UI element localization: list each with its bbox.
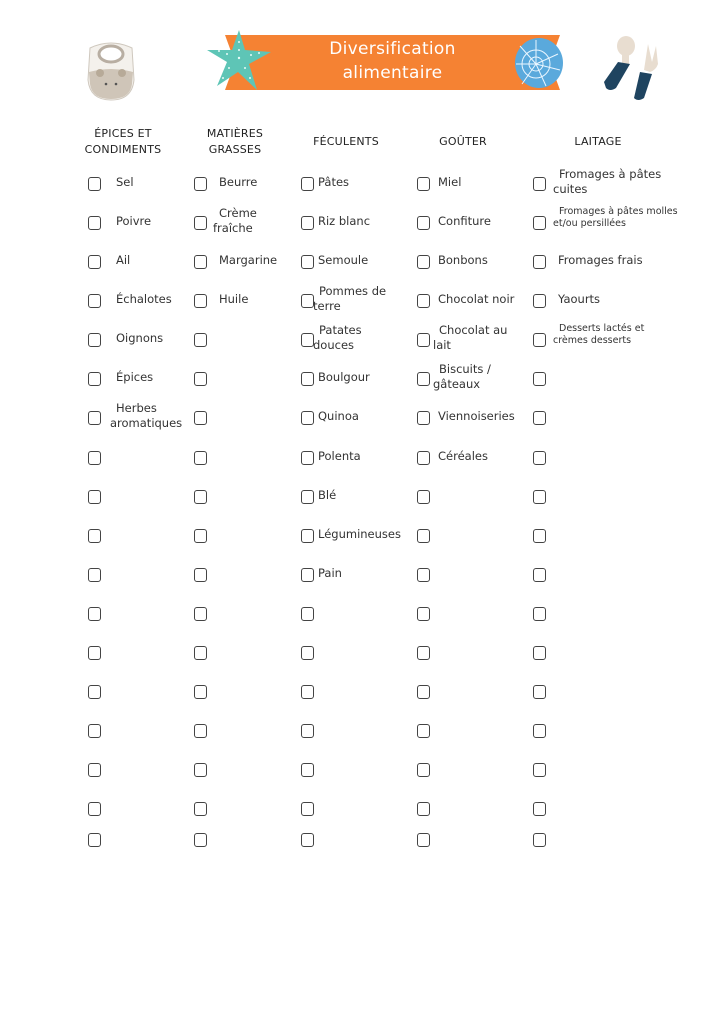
checkbox[interactable] <box>88 372 101 386</box>
checklist-item-label <box>219 175 257 190</box>
header-line: CONDIMENTS <box>84 143 162 156</box>
checklist-item-label <box>553 206 678 230</box>
checklist-item-label <box>213 206 257 236</box>
label-line: Margarine <box>219 253 278 267</box>
label-line: Miel <box>438 175 462 189</box>
checkbox[interactable] <box>88 607 101 621</box>
checkbox[interactable] <box>533 607 546 621</box>
checkbox[interactable] <box>417 216 430 230</box>
checkbox[interactable] <box>301 372 314 386</box>
column-header-epices <box>70 126 176 158</box>
checkbox[interactable] <box>533 255 546 269</box>
checklist-item-label <box>558 253 643 268</box>
checklist-item-label <box>318 214 370 229</box>
label-line: Fromages à pâtes <box>559 167 662 181</box>
checkbox[interactable] <box>417 372 430 386</box>
checkbox[interactable] <box>88 177 101 191</box>
label-line: Ail <box>116 253 131 267</box>
checkbox[interactable] <box>194 833 207 847</box>
checklist-item-label <box>558 292 600 307</box>
checklist-item-label <box>318 253 368 268</box>
label-line: Légumineuses <box>318 527 401 541</box>
checkbox[interactable] <box>301 216 314 230</box>
checkbox[interactable] <box>301 763 314 777</box>
label-line: Patates <box>319 323 362 337</box>
header-line: LAITAGE <box>574 135 622 148</box>
checkbox[interactable] <box>194 529 207 543</box>
label-line: Fromages frais <box>558 253 643 267</box>
column-header-laitage <box>548 134 648 150</box>
checklist-item-label <box>318 409 359 424</box>
label-line: Bonbons <box>438 253 488 267</box>
checkbox[interactable] <box>88 763 101 777</box>
checklist-item-label <box>116 214 151 229</box>
checkbox[interactable] <box>301 411 314 425</box>
checkbox[interactable] <box>533 216 546 230</box>
checklist-item-label <box>116 292 172 307</box>
checkbox[interactable] <box>301 802 314 816</box>
checkbox[interactable] <box>194 177 207 191</box>
checkbox[interactable] <box>301 724 314 738</box>
column-header-matieres-grasses <box>180 126 290 158</box>
checklist-item-label <box>116 253 130 268</box>
checkbox[interactable] <box>194 568 207 582</box>
label-line: Semoule <box>318 253 369 267</box>
label-line: Oignons <box>116 331 164 345</box>
column-header-gouter <box>413 134 513 150</box>
checkbox[interactable] <box>194 372 207 386</box>
checkbox[interactable] <box>88 833 101 847</box>
label-line: Yaourts <box>558 292 601 306</box>
header-line: FÉCULENTS <box>313 135 379 148</box>
checkbox[interactable] <box>417 294 430 308</box>
label-line: Desserts lactés et <box>559 323 645 334</box>
checkbox[interactable] <box>533 294 546 308</box>
checkbox[interactable] <box>417 763 430 777</box>
checklist-item-label <box>438 449 488 464</box>
checklist-item-label <box>438 409 515 424</box>
checklist-item-label <box>318 449 361 464</box>
checkbox[interactable] <box>417 802 430 816</box>
checkbox[interactable] <box>533 411 546 425</box>
checkbox[interactable] <box>417 724 430 738</box>
label-line: Pain <box>318 566 342 580</box>
checkbox[interactable] <box>533 333 546 347</box>
checkbox[interactable] <box>301 451 314 465</box>
checkbox[interactable] <box>194 802 207 816</box>
spoon-fork-icon <box>596 34 666 102</box>
checkbox[interactable] <box>417 646 430 660</box>
label-line: cuites <box>553 182 588 196</box>
label-line: Viennoiseries <box>438 409 515 423</box>
label-line: Pommes de <box>319 284 387 298</box>
label-line: Fromages à pâtes molles <box>559 206 678 217</box>
checklist-item-label <box>318 488 336 503</box>
checklist-item-label <box>110 401 182 431</box>
checkbox[interactable] <box>194 490 207 504</box>
checkbox[interactable] <box>533 763 546 777</box>
checkbox[interactable] <box>533 451 546 465</box>
checkbox[interactable] <box>301 177 314 191</box>
label-line: Céréales <box>438 449 488 463</box>
label-line: gâteaux <box>433 377 481 391</box>
checkbox[interactable] <box>194 724 207 738</box>
checkbox[interactable] <box>301 833 314 847</box>
checkbox[interactable] <box>417 685 430 699</box>
checklist-item-label <box>313 284 386 314</box>
checkbox[interactable] <box>417 451 430 465</box>
checkbox[interactable] <box>301 568 314 582</box>
checkbox[interactable] <box>417 177 430 191</box>
checkbox[interactable] <box>301 685 314 699</box>
checklist-item-label <box>318 370 370 385</box>
label-line: Échalotes <box>116 292 172 306</box>
checkbox[interactable] <box>194 763 207 777</box>
checkbox[interactable] <box>533 568 546 582</box>
checkbox[interactable] <box>533 802 546 816</box>
checkbox[interactable] <box>533 724 546 738</box>
checkbox[interactable] <box>88 529 101 543</box>
checkbox[interactable] <box>417 568 430 582</box>
label-line: lait <box>433 338 451 352</box>
checkbox[interactable] <box>417 529 430 543</box>
checkbox[interactable] <box>88 333 101 347</box>
checkbox[interactable] <box>88 411 101 425</box>
checkbox[interactable] <box>194 333 207 347</box>
checkbox[interactable] <box>88 724 101 738</box>
column-header-feculents <box>296 134 396 150</box>
checkbox[interactable] <box>194 255 207 269</box>
checklist-item-label <box>318 566 342 581</box>
checkbox[interactable] <box>88 802 101 816</box>
checkbox[interactable] <box>533 372 546 386</box>
label-line: crèmes desserts <box>553 335 632 346</box>
checklist-item-label <box>116 331 163 346</box>
checkbox[interactable] <box>417 333 430 347</box>
label-line: Beurre <box>219 175 258 189</box>
title-line-2: alimentaire <box>342 63 443 83</box>
label-line: fraîche <box>213 221 253 235</box>
label-line: Riz blanc <box>318 214 371 228</box>
checkbox[interactable] <box>194 451 207 465</box>
label-line: douces <box>313 338 355 352</box>
label-line: Confiture <box>438 214 491 228</box>
checkbox[interactable] <box>194 294 207 308</box>
checkbox[interactable] <box>533 646 546 660</box>
checkbox[interactable] <box>194 216 207 230</box>
checkbox[interactable] <box>533 833 546 847</box>
checkbox[interactable] <box>88 216 101 230</box>
checkbox[interactable] <box>88 294 101 308</box>
checkbox[interactable] <box>533 177 546 191</box>
checkbox[interactable] <box>88 646 101 660</box>
label-line: terre <box>313 299 341 313</box>
checkbox[interactable] <box>194 607 207 621</box>
header-line: GOÛTER <box>439 135 487 148</box>
page-title <box>225 37 560 85</box>
checkbox[interactable] <box>194 685 207 699</box>
label-line: aromatiques <box>110 416 183 430</box>
checkbox[interactable] <box>88 685 101 699</box>
label-line: Sel <box>116 175 134 189</box>
checklist-item-label <box>116 175 134 190</box>
label-line: Pâtes <box>318 175 350 189</box>
header-line: ÉPICES ET <box>94 127 152 140</box>
header-line: MATIÈRES <box>206 127 264 140</box>
checkbox[interactable] <box>88 490 101 504</box>
label-line: Polenta <box>318 449 361 463</box>
checklist-item-label <box>438 175 461 190</box>
label-line: Chocolat au <box>439 323 508 337</box>
checkbox[interactable] <box>301 607 314 621</box>
checkbox[interactable] <box>301 529 314 543</box>
checklist-item-label <box>438 214 491 229</box>
label-line: Herbes <box>116 401 157 415</box>
checklist-item-label <box>318 527 401 542</box>
checkbox[interactable] <box>417 833 430 847</box>
label-line: et/ou persillées <box>553 218 626 229</box>
label-line: Chocolat noir <box>438 292 515 306</box>
label-line: Biscuits / <box>439 362 491 376</box>
label-line: Épices <box>116 370 154 384</box>
checkbox[interactable] <box>533 685 546 699</box>
checkbox[interactable] <box>88 568 101 582</box>
checklist-item-label <box>116 370 153 385</box>
label-line: Poivre <box>116 214 152 228</box>
bib-icon <box>82 40 140 102</box>
checkbox[interactable] <box>533 490 546 504</box>
checkbox[interactable] <box>88 255 101 269</box>
checkbox[interactable] <box>301 490 314 504</box>
checklist-item-label <box>219 292 248 307</box>
checklist-item-label <box>438 253 488 268</box>
checkbox[interactable] <box>88 451 101 465</box>
checklist-item-label <box>433 362 491 392</box>
checklist-item-label <box>433 323 507 353</box>
label-line: Boulgour <box>318 370 370 384</box>
checkbox[interactable] <box>301 646 314 660</box>
checklist-item-label <box>219 253 277 268</box>
checkbox[interactable] <box>194 411 207 425</box>
checkbox[interactable] <box>417 490 430 504</box>
title-line-1: Diversification <box>329 39 456 59</box>
label-line: Huile <box>219 292 249 306</box>
label-line: Crème <box>219 206 257 220</box>
checkbox[interactable] <box>194 646 207 660</box>
checkbox[interactable] <box>301 255 314 269</box>
label-line: Quinoa <box>318 409 359 423</box>
checklist-item-label <box>553 323 644 347</box>
checklist-item-label <box>318 175 349 190</box>
checkbox[interactable] <box>417 411 430 425</box>
checkbox[interactable] <box>533 529 546 543</box>
checkbox[interactable] <box>417 607 430 621</box>
checklist-item-label <box>438 292 514 307</box>
header-line: GRASSES <box>208 143 262 156</box>
label-line: Blé <box>318 488 337 502</box>
checklist-item-label <box>313 323 362 353</box>
checklist-item-label <box>553 167 661 197</box>
checkbox[interactable] <box>417 255 430 269</box>
